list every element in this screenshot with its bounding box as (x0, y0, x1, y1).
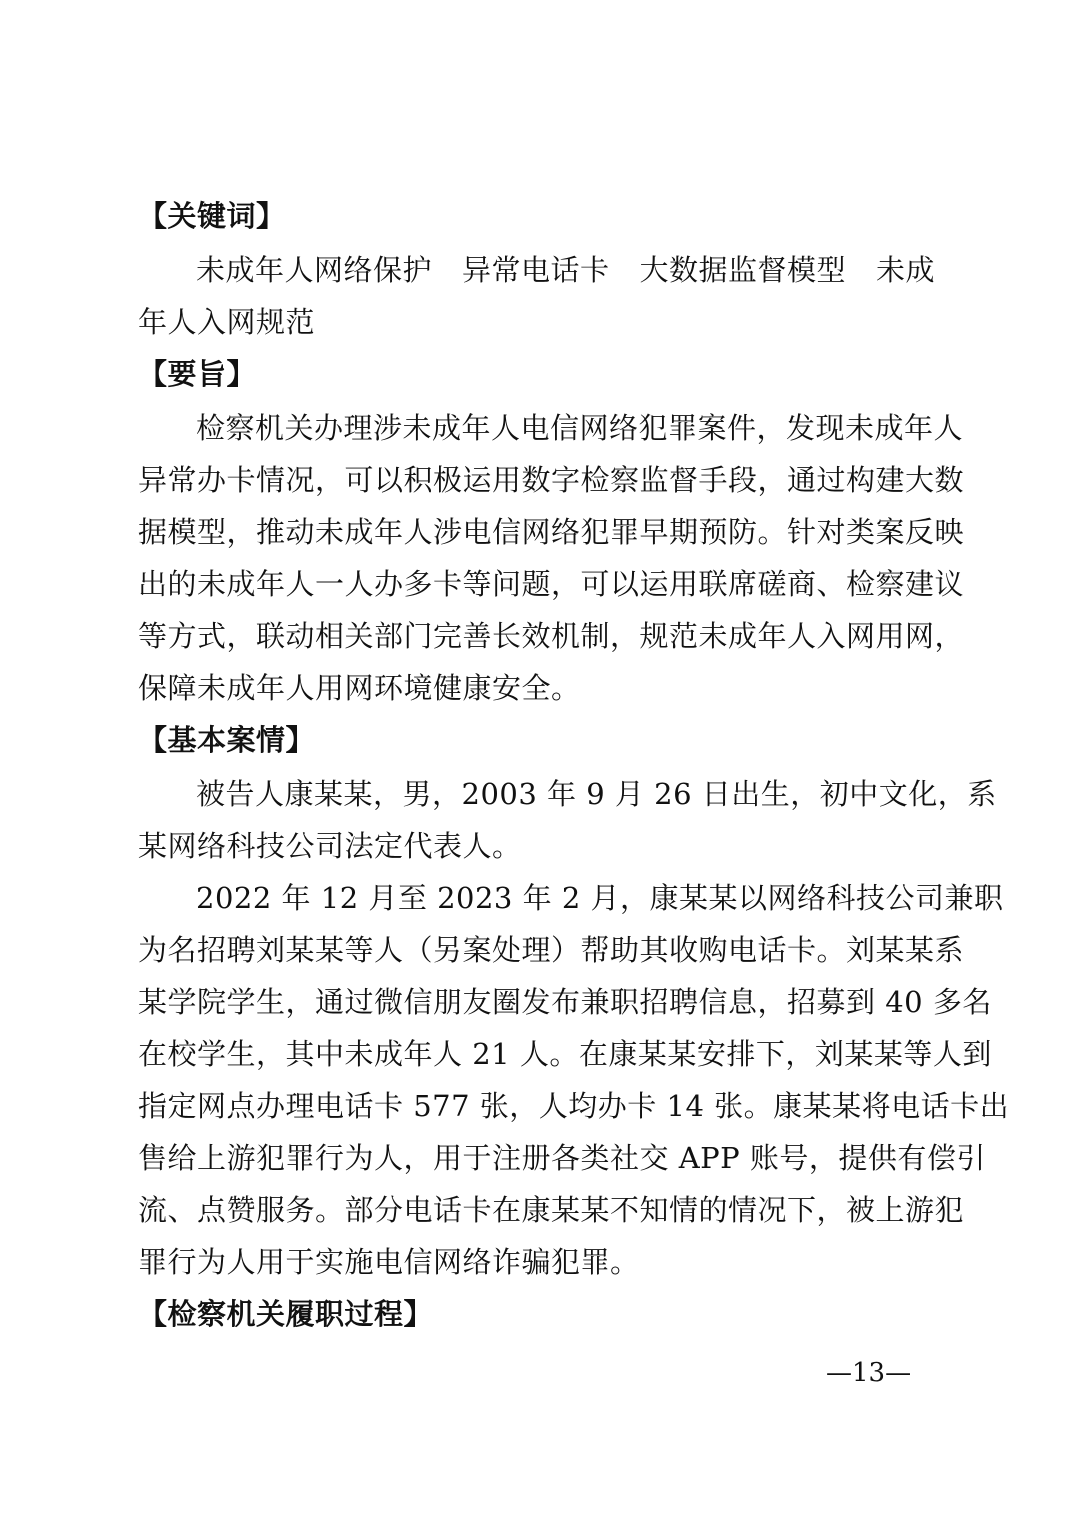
keywords-heading: 【关键词】 (138, 199, 286, 233)
facts-line: 售给上游犯罪行为人，用于注册各类社交 APP 账号，提供有偿引 (138, 1141, 986, 1175)
facts-heading: 【基本案情】 (138, 723, 316, 757)
keyword-1: 未成年人网络保护 (196, 253, 433, 287)
keyword-4-start: 未成 (876, 253, 936, 287)
facts-line: 流、点赞服务。部分电话卡在康某某不知情的情况下，被上游犯 (138, 1193, 965, 1227)
summary-heading: 【要旨】 (138, 357, 257, 391)
summary-line: 保障未成年人用网环境健康安全。 (138, 671, 581, 705)
summary-line: 据模型，推动未成年人涉电信网络犯罪早期预防。针对类案反映 (138, 515, 965, 549)
keywords-line-2: 年人入网规范 (138, 305, 316, 339)
summary-line: 出的未成年人一人办多卡等问题，可以运用联席磋商、检察建议 (138, 567, 965, 601)
facts-line: 指定网点办理电话卡 577 张，人均办卡 14 张。康某某将电话卡出 (138, 1089, 1010, 1123)
facts-line: 2022 年 12 月至 2023 年 2 月，康某某以网络科技公司兼职 (196, 881, 1004, 915)
facts-line: 某网络科技公司法定代表人。 (138, 829, 522, 863)
facts-line: 在校学生，其中未成年人 21 人。在康某某安排下，刘某某等人到 (138, 1037, 992, 1071)
facts-line: 某学院学生，通过微信朋友圈发布兼职招聘信息，招募到 40 多名 (138, 985, 992, 1019)
summary-line: 异常办卡情况，可以积极运用数字检察监督手段，通过构建大数 (138, 463, 965, 497)
facts-line: 罪行为人用于实施电信网络诈骗犯罪。 (138, 1245, 640, 1279)
procuratorate-heading: 【检察机关履职过程】 (138, 1297, 434, 1331)
keyword-3: 大数据监督模型 (639, 253, 847, 287)
summary-line: 检察机关办理涉未成年人电信网络犯罪案件，发现未成年人 (196, 411, 964, 445)
facts-line: 为名招聘刘某某等人（另案处理）帮助其收购电话卡。刘某某系 (138, 933, 965, 967)
facts-line: 被告人康某某，男，2003 年 9 月 26 日出生，初中文化，系 (196, 777, 997, 811)
keyword-2: 异常电话卡 (462, 253, 610, 287)
page-number: —13— (826, 1358, 912, 1388)
keywords-line-1 (196, 250, 938, 290)
summary-line: 等方式，联动相关部门完善长效机制，规范未成年人入网用网， (138, 619, 965, 653)
